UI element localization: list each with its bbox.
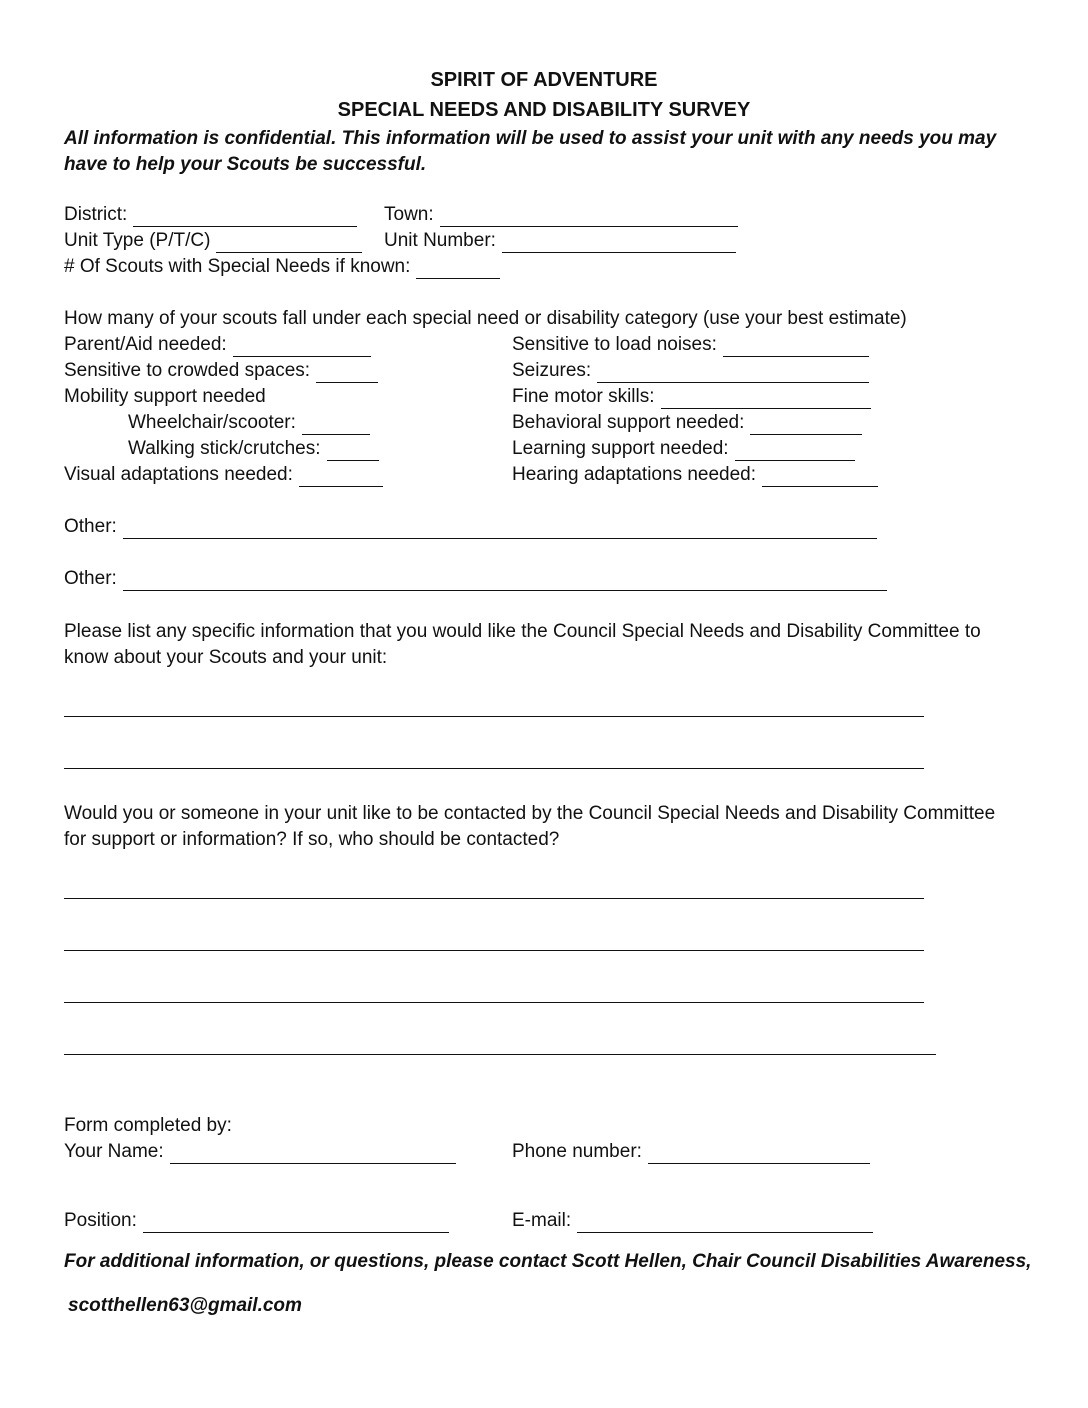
wheelchair-input[interactable] <box>302 416 370 435</box>
fine-motor-field[interactable] <box>512 385 871 409</box>
seizures-input[interactable] <box>597 364 869 383</box>
district-input[interactable] <box>133 208 357 227</box>
unit-number-input[interactable] <box>502 234 736 253</box>
contact-line-4[interactable] <box>64 1054 936 1055</box>
learning-field[interactable] <box>512 437 855 461</box>
scouts-count-field[interactable] <box>64 255 500 279</box>
other-label-2: Other: <box>64 568 117 589</box>
crowded-spaces-input[interactable] <box>316 364 378 383</box>
email-field[interactable] <box>512 1209 873 1233</box>
footer-contact-line: For additional information, or questions, please contact Scott Hellen, Chair Council Disabilities Awareness, <box>64 1251 1032 1272</box>
learning-input[interactable] <box>735 442 855 461</box>
unit-type-label: Unit Type (P/T/C) <box>64 230 211 251</box>
scouts-count-input[interactable] <box>416 260 500 279</box>
unit-type-input[interactable] <box>216 234 362 253</box>
position-field[interactable] <box>64 1209 449 1233</box>
scouts-count-label: # Of Scouts with Special Needs if known: <box>64 256 411 277</box>
other-label-1: Other: <box>64 516 117 537</box>
contact-line-3[interactable] <box>64 1002 924 1003</box>
email-input[interactable] <box>577 1214 873 1233</box>
unit-number-label: Unit Number: <box>384 230 496 251</box>
town-input[interactable] <box>440 208 738 227</box>
learning-label: Learning support needed: <box>512 438 729 459</box>
intro-line-2: have to help your Scouts be successful. <box>64 154 427 175</box>
specific-info-line-1[interactable] <box>64 716 924 717</box>
behavioral-label: Behavioral support needed: <box>512 412 745 433</box>
visual-input[interactable] <box>299 468 383 487</box>
wheelchair-label: Wheelchair/scooter: <box>128 412 296 433</box>
hearing-input[interactable] <box>762 468 878 487</box>
behavioral-input[interactable] <box>750 416 862 435</box>
contact-prompt-2: for support or information? If so, who should be contacted? <box>64 829 560 850</box>
intro-line-1: All information is confidential. This information will be used to assist your unit with any needs you may <box>64 128 997 149</box>
walking-stick-label: Walking stick/crutches: <box>128 438 321 459</box>
footer-email[interactable]: scotthellen63@gmail.com <box>68 1295 302 1316</box>
position-label: Position: <box>64 1210 137 1231</box>
phone-field[interactable] <box>512 1140 870 1164</box>
position-input[interactable] <box>143 1214 449 1233</box>
unit-type-field[interactable] <box>64 229 362 253</box>
loud-noises-label: Sensitive to load noises: <box>512 334 717 355</box>
email-label: E-mail: <box>512 1210 572 1231</box>
categories-prompt: How many of your scouts fall under each special need or disability category (use your best estimate) <box>64 308 907 329</box>
specific-info-prompt-2: know about your Scouts and your unit: <box>64 647 388 668</box>
your-name-input[interactable] <box>170 1145 456 1164</box>
other-field-2[interactable] <box>64 567 887 591</box>
fine-motor-label: Fine motor skills: <box>512 386 655 407</box>
crowded-spaces-label: Sensitive to crowded spaces: <box>64 360 311 381</box>
completed-by-heading: Form completed by: <box>64 1115 232 1136</box>
other-input-1[interactable] <box>123 520 877 539</box>
specific-info-prompt-1: Please list any specific information that you would like the Council Special Needs and Disability Committee to <box>64 621 981 642</box>
loud-noises-input[interactable] <box>723 338 869 357</box>
district-field[interactable] <box>64 203 357 227</box>
your-name-field[interactable] <box>64 1140 456 1164</box>
phone-label: Phone number: <box>512 1141 642 1162</box>
walking-stick-input[interactable] <box>327 442 379 461</box>
fine-motor-input[interactable] <box>661 390 871 409</box>
walking-stick-field[interactable] <box>128 437 379 461</box>
seizures-label: Seizures: <box>512 360 592 381</box>
wheelchair-field[interactable] <box>128 411 370 435</box>
contact-line-2[interactable] <box>64 950 924 951</box>
your-name-label: Your Name: <box>64 1141 164 1162</box>
loud-noises-field[interactable] <box>512 333 869 357</box>
behavioral-field[interactable] <box>512 411 862 435</box>
hearing-field[interactable] <box>512 463 878 487</box>
seizures-field[interactable] <box>512 359 869 383</box>
unit-number-field[interactable] <box>384 229 736 253</box>
mobility-label: Mobility support needed <box>64 386 266 407</box>
specific-info-line-2[interactable] <box>64 768 924 769</box>
phone-input[interactable] <box>648 1145 870 1164</box>
contact-prompt-1: Would you or someone in your unit like to be contacted by the Council Special Needs and Disability Committee <box>64 803 996 824</box>
other-input-2[interactable] <box>123 572 887 591</box>
crowded-spaces-field[interactable] <box>64 359 378 383</box>
title-line-2: SPECIAL NEEDS AND DISABILITY SURVEY <box>337 99 751 121</box>
parent-aid-label: Parent/Aid needed: <box>64 334 227 355</box>
parent-aid-field[interactable] <box>64 333 371 357</box>
parent-aid-input[interactable] <box>233 338 371 357</box>
town-field[interactable] <box>384 203 738 227</box>
visual-label: Visual adaptations needed: <box>64 464 293 485</box>
town-label: Town: <box>384 204 434 225</box>
visual-field[interactable] <box>64 463 383 487</box>
hearing-label: Hearing adaptations needed: <box>512 464 757 485</box>
other-field-1[interactable] <box>64 515 877 539</box>
contact-line-1[interactable] <box>64 898 924 899</box>
title-line-1: SPIRIT OF ADVENTURE <box>430 69 658 91</box>
district-label: District: <box>64 204 128 225</box>
